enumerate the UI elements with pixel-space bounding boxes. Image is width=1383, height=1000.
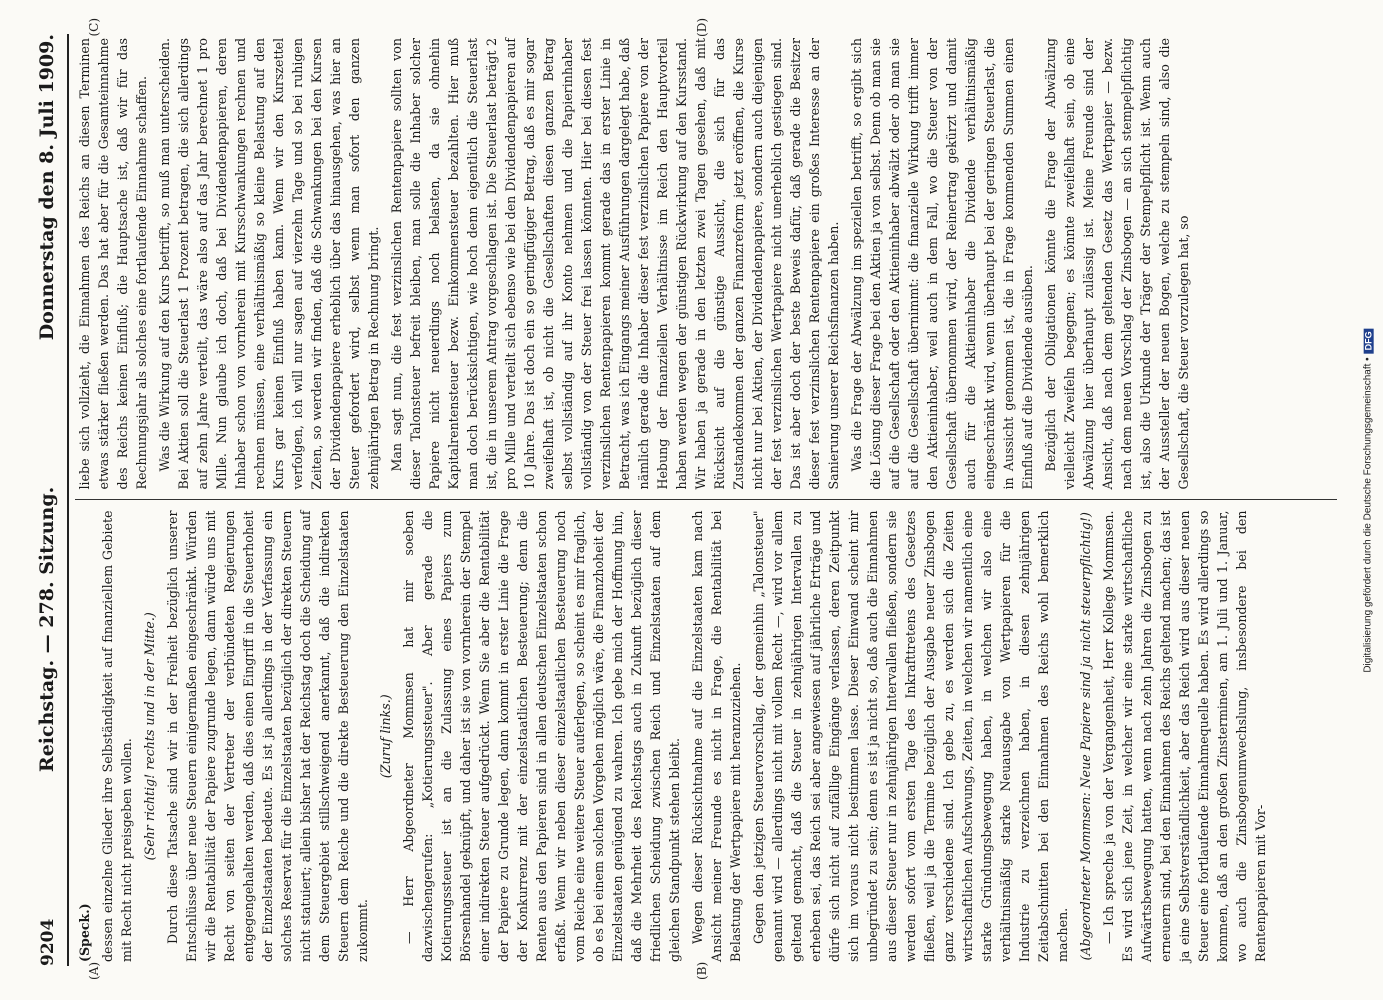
paragraph: Was die Frage der Abwälzung im speziellen betrifft, so ergibt sich die Lösung dieser Frage bei den Aktien ja von selbst. Denn ob man sie auf die Gesellschaft oder den Aktieninhaber abwälzt oder ob man sie auf die Gesellschaft übernimmt: die finanzielle Wirkung trifft immer den Aktieninhaber, weil auch in dem Fall, wo die Steuer von der Gesellschaft übernommen wird, der Reinertrag gekürzt und damit auch für die Aktieninhaber die Dividende verhältnismäßig eingeschränkt wird, wenn überhaupt bei der geringen Steuerlast, die in Aussicht genommen ist, die in Frage kommenden Summen einen Einfluß auf die Dividende ausüben. [848, 38, 1035, 490]
paragraph: Wegen dieser Rücksichtnahme auf die Einzelstaaten kam nach Ansicht meiner Freunde es nicht in Frage, die Rentabilität bei Belastung der Wertpapiere mit heranzuziehen. [689, 510, 743, 962]
paragraph: — Herr Abgeordneter Mommsen hat mir soeben dazwischengerufen: „Kotierungssteuer". Aber gerade die Kotierungssteuer ist an die Zulassung eines Papiers zum Börsenhandel geknüpft, und daher ist sie von vornherein der Stempel einer indirekten Steuer aufgedrückt. Wenn Sie aber die Rentabilität der Papiere zu Grunde legen, dann kommt in erster Linie die Frage der Konkurrenz mit der einzelstaatlichen Besteuerung; denn die Renten aus den Papieren sind in allen deutschen Einzelstaaten schon erfaßt. Wenn wir neben dieser einzelstaatlichen Besteuerung noch vom Reiche eine weitere Steuer auferlegen, so scheint es mir fraglich, ob es bei einem solchen Vorgehen möglich wäre, die Finanzhoheit der Einzelstaaten genügend zu wahren. Ich gebe mich der Hoffnung hin, daß die Mehrheit des Reichstags auch in Zukunft bezüglich dieser friedlichen Scheidung zwischen Reich und Einzelstaaten auf dem gleichen Standpunkt stehen bleibt. [400, 510, 682, 962]
column-rule [75, 500, 1337, 501]
margin-marker-d: (D) [694, 18, 709, 37]
margin-marker-a: (A) [86, 961, 101, 980]
page-number: 9204 [37, 918, 58, 966]
right-column [75, 18, 1337, 494]
header-title-left: Reichstag. — 278. Sitzung. [35, 486, 58, 773]
interjection: (Abgeordneter Mommsen: Neue Papiere sind ja nicht steuerpflichtig!) [1077, 512, 1093, 961]
margin-marker-b: (B) [694, 961, 709, 980]
interjection: (Sehr richtig! rechts und in der Mitte.) [141, 612, 157, 861]
paragraph: Was die Wirkung auf den Kurs betrifft, so muß man unterscheiden. Bei Aktien soll die Steuerlast 1 Prozent betragen, die sich allerdings auf zehn Jahre verteilt, das wäre also auf das Jahr berechnet 1 pro Mille. Nun glaube ich doch, daß bei Dividendenpapieren, deren Inhaber schon von vornherein mit Kursschwankungen rechnen und rechnen müssen, eine verhältnismäßig so kleine Belastung auf den Kurs gar keinen Einfluß haben kann. Wenn wir den Kurszettel verfolgen, ich will nur sagen auf vierzehn Tage und so bei ruhigen Zeiten, so werden wir finden, daß die Schwankungen bei den Kursen der Dividendenpapiere erheblich über das hinausgehen, was hier an Steuer gefordert wird, selbst wenn man sofort den ganzen zehnjährigen Betrag in Rechnung bringt. [156, 38, 381, 490]
header-title-right: Donnerstag den 8. Juli 1909. [35, 34, 58, 341]
interjection: (Zuruf links.) [377, 694, 393, 779]
speaker-tag: (Speck.) [76, 903, 92, 962]
text-columns [75, 18, 1337, 980]
newspaper-page [27, 20, 1357, 980]
paragraph: — Ich spreche ja von der Vergangenheit, Herr Kollege Mommsen. Es wird sich jene Zeit, in welcher wir eine starke wirtschaftliche Aufwärtsbewegung hatten, wenn nach zehn Jahren die Zinsbogen zu erneuern sind, bei den Einnahmen des Reichs geltend machen; das ist ja eine Selbstverständlichkeit, aber das Reich wird aus dieser neuen Steuer eine fortlaufende Einnahmequelle haben. Es wird allerdings so kommen, daß an den großen Zinsterminen, am 1. Juli und 1. Januar, wo auch die Zinsbogenumwechslung, insbesondere bei den Rentenpapieren mit Vor- [1100, 510, 1268, 962]
digitization-footer [1353, 0, 1383, 1000]
left-column [75, 507, 1337, 980]
margin-marker-c: (C) [86, 18, 101, 37]
paragraph: Gegen den jetzigen Steuervorschlag, der gemeinhin „Talonsteuer" genannt wird — allerdings nicht mit vollem Recht —, wird vor allem geltend gemacht, daß die Steuer in zehnjährigen Intervallen zu erheben sei, das Reich sei aber angewiesen auf jährliche Erträge und dürfe sich nicht auf zufällige Eingänge verlassen, deren Zeitpunkt sich im voraus nicht bestimmen lasse. Dieser Einwand scheint mir unbegründet zu sein; denn es ist ja nicht so, daß auch die Einnahmen aus dieser Steuer nur in zehnjährigen Intervallen fließen, sondern sie werden sofort vom ersten Tage des Inkrafttretens des Gesetzes fließen, weil ja die Termine bezüglich der Ausgabe neuer Zinsbogen ganz verschiedene sind. Ich gebe zu, es werden sich die Zeiten wirtschaftlichen Aufschwungs, Zeiten, in welchen wir namentlich eine starke Gründungsbewegung haben, in welchen wir also eine verhältnismäßig starke Neuausgabe von Wertpapieren für die Industrie zu verzeichnen haben, in diesen zehnjährigen Zeitabschnitten bei den Einnahmen des Reichs wohl bemerklich machen. [750, 510, 1070, 962]
paragraph: Durch diese Tatsache sind wir in der Freiheit bezüglich unserer Entschlüsse über neue Steuern einigermaßen eingeschränkt. Würden wir die Rentabilität der Papiere zugrunde legen, dann würde uns mit Recht von seiten der Vertreter der verbündeten Regierungen entgegengehalten werden, daß dies einen Eingriff in die Steuerhoheit der Einzelstaaten bedeute. Es ist ja allerdings in der Verfassung ein solches Reservat für die Einzelstaaten bezüglich der direkten Steuern nicht statuiert; allein bisher hat der Reichstag doch die Scheidung auf dem Steuergebiet stillschweigend anerkannt, daß die indirekten Steuern dem Reiche und die direkte Besteuerung den Einzelstaaten zukommt. [164, 510, 370, 962]
dfg-logo: DFG [1363, 328, 1373, 353]
footer-text: Digitalisierung gefördert durch die Deutsche Forschungsgemeinschaft • [1362, 356, 1374, 673]
paragraph: Man sagt nun, die fest verzinslichen Rentenpapiere sollten von dieser Talonsteuer befreit bleiben, man solle die Inhaber solcher Papiere nicht neuerdings noch belasten, da sie ohnehin Kapitalrentensteuer bezw. Einkommensteuer bezahlten. Hier muß man doch berücksichtigen, wie hoch denn eigentlich die Steuerlast ist, die in unserem Antrag vorgeschlagen ist. Die Steuerlast beträgt 2 pro Mille und verteilt sich ebenso wie bei den Dividendenpapieren auf 10 Jahre. Das ist doch ein so geringfügiger Betrag, daß es mir sogar zweifelhaft ist, ob nicht die Gesellschaften diesen ganzen Betrag selbst vollständig auf ihr Konto nehmen und die Papierinhaber vollständig von der Steuer frei lassen könnten. Hier bei diesen fest verzinslichen Rentenpapieren kommt gerade das in erster Linie in Betracht, was ich Eingangs meiner Ausführungen dargelegt habe, daß nämlich gerade die Inhaber dieser fest verzinslichen Papiere von der Hebung der finanziellen Verhältnisse im Reich den Hauptvorteil haben werden wegen der günstigen Rückwirkung auf den Kursstand. Wir haben ja gerade in den letzten zwei Tagen gesehen, daß mit Rücksicht auf die günstige Aussicht, die sich für das Zustandekommen der ganzen Finanzreform jetzt eröffnen, die Kurse nicht nur bei Aktien, der Dividendenpapiere, sondern auch diejenigen der fest verzinslichen Wertpapiere nicht unerheblich gestiegen sind. Das ist aber doch der beste Beweis dafür, daß gerade die Besitzer dieser fest verzinslichen Rentenpapiere ein großes Interesse an der Sanierung unserer Reichsfinanzen haben. [388, 38, 841, 490]
paragraph: Bezüglich der Obligationen könnte die Frage der Abwälzung vielleicht Zweifeln begegnen; es könnte zweifelhaft sein, ob eine Abwälzung hier überhaupt zulässig ist. Meine Freunde sind der Ansicht, daß nach dem geltenden Gesetz das Wertpapier — bezw. nach dem neuen Vorschlag der Zinsbogen — an sich stempelpflichtig ist, also die Urkunde der Träger der Stempelpflicht ist. Wenn auch der Aussteller der neuen Bogen, welche zu stempeln sind, also die Gesellschaft, die Steuer vorzulegen hat, so [1042, 38, 1191, 490]
paragraph: liebe sich vollzieht, die Einnahmen des Reichs an diesen Terminen etwas stärker fließen werden. Das hat aber für die Gesamteinnahme des Reichs keinen Einfluß; die Hauptsache ist, daß wir für das Rechnungsjahr als solches eine fortlaufende Einnahme schaffen. [76, 38, 149, 490]
paragraph: dessen einzelne Glieder ihre Selbständigkeit auf finanziellem Gebiete mit Recht nicht preisgeben wollen. [99, 510, 134, 962]
page-header [27, 34, 67, 966]
